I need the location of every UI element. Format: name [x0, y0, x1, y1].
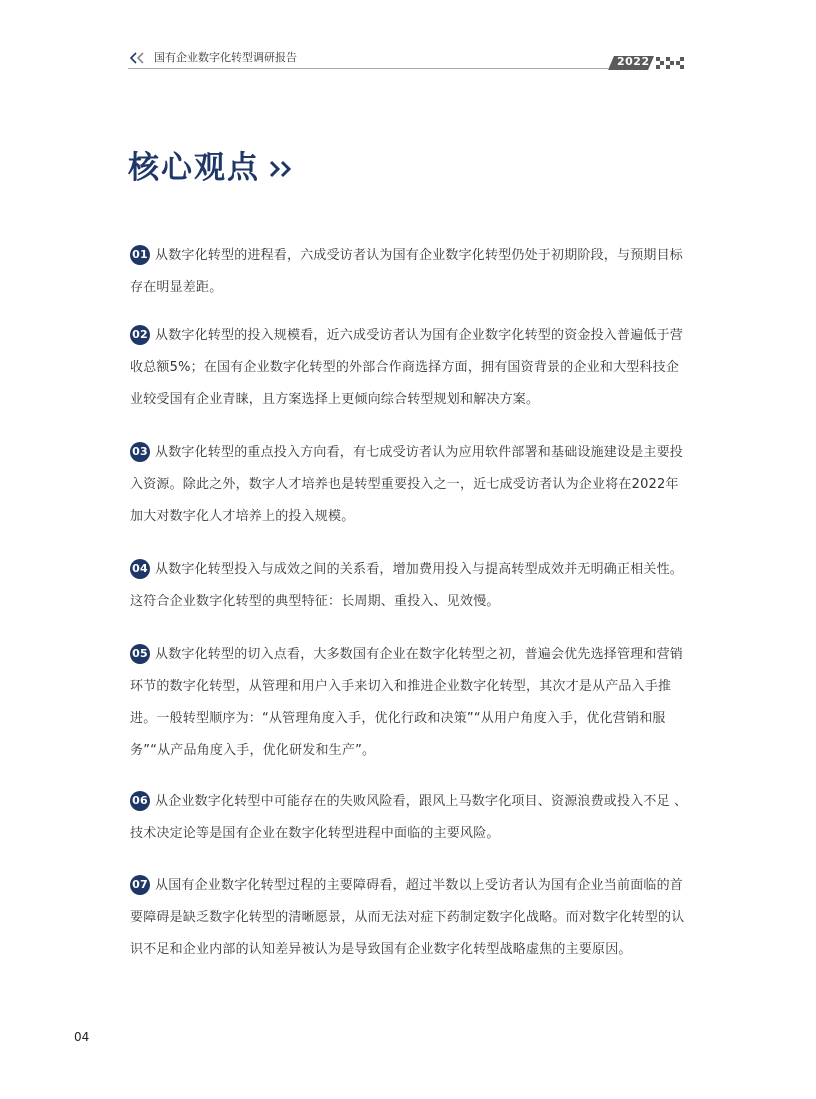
- report-title: 国有企业数字化转型调研报告: [154, 51, 297, 64]
- page-number: 04: [74, 1030, 90, 1044]
- point-number-badge: 06: [130, 791, 150, 811]
- double-chevron-left-icon: [128, 51, 148, 65]
- page-header: [128, 48, 686, 72]
- key-point-1: [130, 240, 690, 304]
- point-text: 从数字化转型的进程看，六成受访者认为国有企业数字化转型仍处于初期阶段，与预期目标存在明显差距。: [130, 248, 684, 295]
- point-number-badge: 07: [130, 875, 150, 895]
- point-text: 从数字化转型的重点投入方向看，有七成受访者认为应用软件部署和基础设施建设是主要投入资源。除此之外，数字人才培养也是转型重要投入之一，近七成受访者认为企业将在2022年加大对数字化人才培养上的投入规模。: [130, 445, 684, 524]
- point-text: 从企业数字化转型中可能存在的失败风险看，跟风上马数字化项目、资源浪费或投入不足 、技术决定论等是国有企业在数字化转型进程中面临的主要风险。: [130, 794, 688, 841]
- point-number-badge: 01: [130, 245, 150, 265]
- key-point-4: [130, 554, 690, 618]
- key-point-5: [130, 639, 690, 767]
- key-point-6: [130, 786, 690, 850]
- point-text: 从国有企业数字化转型过程的主要障碍看，超过半数以上受访者认为国有企业当前面临的首要障碍是缺乏数字化转型的清晰愿景，从而无法对症下药制定数字化战略。而对数字化转型的认识不足和企业内部的认知差异被认为是导致国有企业数字化转型战略虚焦的主要原因。: [130, 878, 685, 957]
- double-chevron-right-icon: [268, 158, 296, 180]
- point-text: 从数字化转型的切入点看，大多数国有企业在数字化转型之初，普遍会优先选择管理和营销环节的数字化转型，从管理和用户入手来切入和推进企业数字化转型，其次才是从产品入手推进。一般转型顺序为：“从管理角度入手，优化行政和决策”“从用户角度入手，优化营销和服务”“从产品角度入手，优化研发和生产”。: [130, 647, 684, 758]
- page-title: 核心观点: [128, 150, 260, 186]
- point-number-badge: 04: [130, 559, 150, 579]
- point-number-badge: 02: [130, 325, 150, 345]
- header-rule: [128, 68, 608, 69]
- point-text: 从数字化转型投入与成效之间的关系看，增加费用投入与提高转型成效并无明确正相关性。这符合企业数字化转型的典型特征：长周期、重投入、见效慢。: [130, 562, 684, 609]
- key-point-3: [130, 437, 690, 533]
- key-point-7: [130, 870, 690, 966]
- key-point-2: [130, 320, 690, 416]
- point-number-badge: 03: [130, 442, 150, 462]
- report-year: 2022: [617, 55, 650, 68]
- point-number-badge: 05: [130, 644, 150, 664]
- point-text: 从数字化转型的投入规模看，近六成受访者认为国有企业数字化转型的资金投入普遍低于营收总额5%；在国有企业数字化转型的外部合作商选择方面，拥有国资背景的企业和大型科技企业较受国有企业青睐，且方案选择上更倾向综合转型规划和解决方案。: [130, 328, 684, 407]
